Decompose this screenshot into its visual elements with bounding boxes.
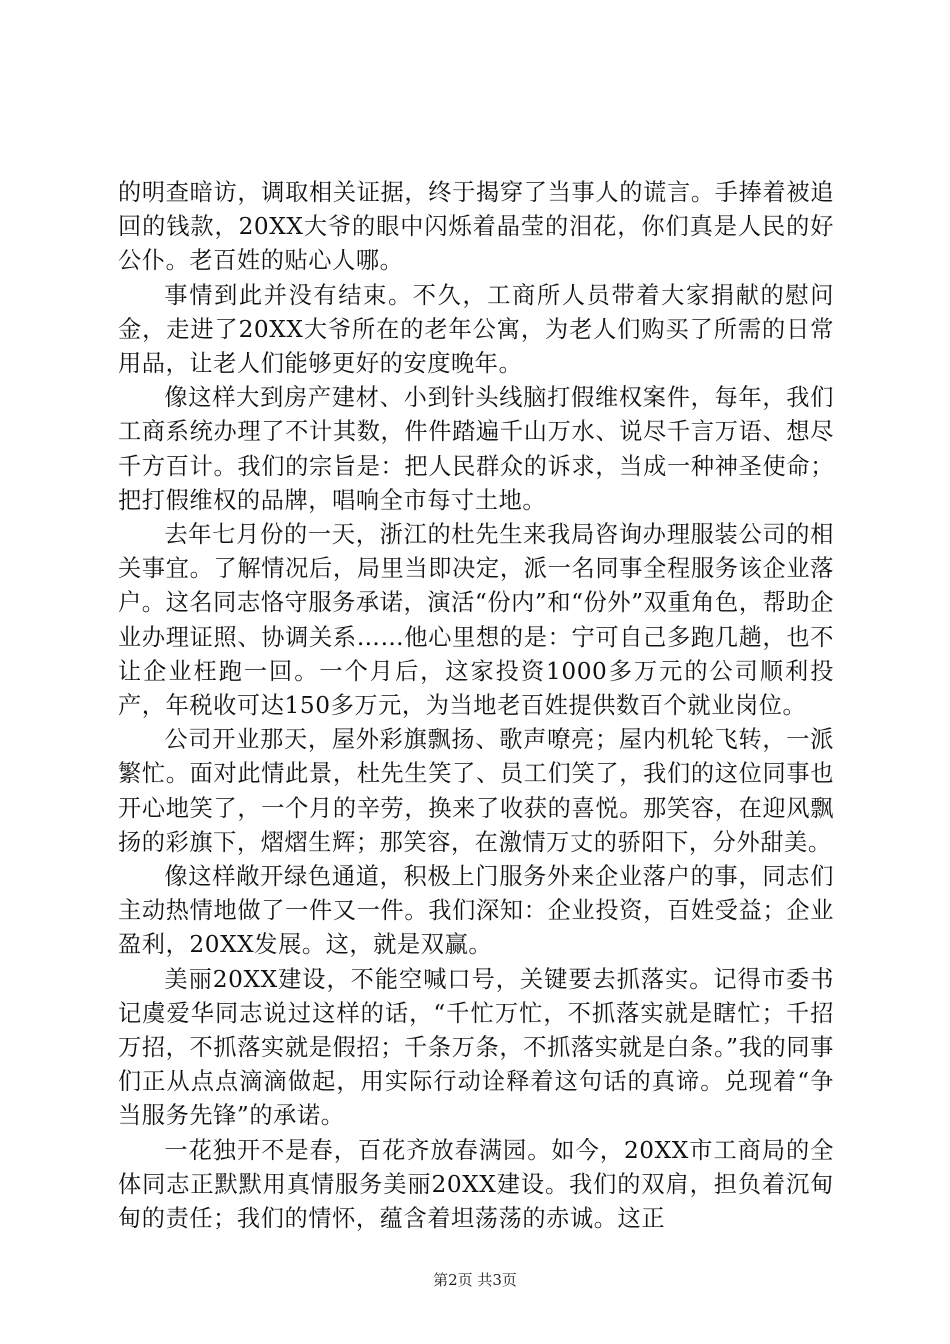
paragraph: 像这样大到房产建材、小到针头线脑打假维权案件，每年，我们工商系统办理了不计其数，件件踏遍千山万水、说尽千言万语、想尽千方百计。我们的宗旨是：把人民群众的诉求，当成一种神圣使命；把打假维权的品牌，唱响全市每寸土地。 <box>118 384 834 514</box>
paragraph: 像这样敞开绿色通道，积极上门服务外来企业落户的事，同志们主动热情地做了一件又一件。我们深知：企业投资，百姓受益；企业盈利，20XX发展。这，就是双赢。 <box>118 863 834 959</box>
paragraph: 一花独开不是春，百花齐放春满园。如今，20XX市工商局的全体同志正默默用真情服务美丽20XX建设。我们的双肩，担负着沉甸甸的责任；我们的情怀，蕴含着坦荡荡的赤诚。这正 <box>118 1136 834 1233</box>
paragraph: 去年七月份的一天，浙江的杜先生来我局咨询办理服装公司的相关事宜。了解情况后，局里当即决定，派一名同事全程服务该企业落户。这名同志恪守服务承诺，演活“份内”和“份外”双重角色，帮助企业办理证照、协调关系……他心里想的是：宁可自己多跑几趟，也不让企业枉跑一回。一个月后，这家投资1000多万元的公司顺利投产，年税收可达150多万元，为当地老百姓提供数百个就业岗位。 <box>118 521 834 720</box>
paragraph: 美丽20XX建设，不能空喊口号，关键要去抓落实。记得市委书记虞爱华同志说过这样的话，“千忙万忙，不抓落实就是瞎忙；千招万招，不抓落实就是假招；千条万条，不抓落实就是白条。”我的同事们正从点点滴滴做起，用实际行动诠释着这句话的真谛。兑现着“争当服务先锋”的承诺。 <box>118 965 834 1130</box>
paragraph-continuation: 的明查暗访，调取相关证据，终于揭穿了当事人的谎言。手捧着被追回的钱款，20XX大爷的眼中闪烁着晶莹的泪花，你们真是人民的好公仆。老百姓的贴心人哪。 <box>118 179 834 275</box>
document-body <box>118 176 834 1236</box>
paragraph: 公司开业那天，屋外彩旗飘扬、歌声嘹亮；屋内机轮飞转，一派繁忙。面对此情此景，杜先生笑了、员工们笑了，我们的这位同事也开心地笑了，一个月的辛劳，换来了收获的喜悦。那笑容，在迎风飘扬的彩旗下，熠熠生辉；那笑容，在激情万丈的骄阳下，分外甜美。 <box>118 726 834 856</box>
page-footer: 第2页 共3页 <box>433 1271 517 1289</box>
paragraph: 事情到此并没有结束。不久，工商所人员带着大家捐献的慰问金，走进了20XX大爷所在的老年公寓，为老人们购买了所需的日常用品，让老人们能够更好的安度晚年。 <box>118 281 834 378</box>
